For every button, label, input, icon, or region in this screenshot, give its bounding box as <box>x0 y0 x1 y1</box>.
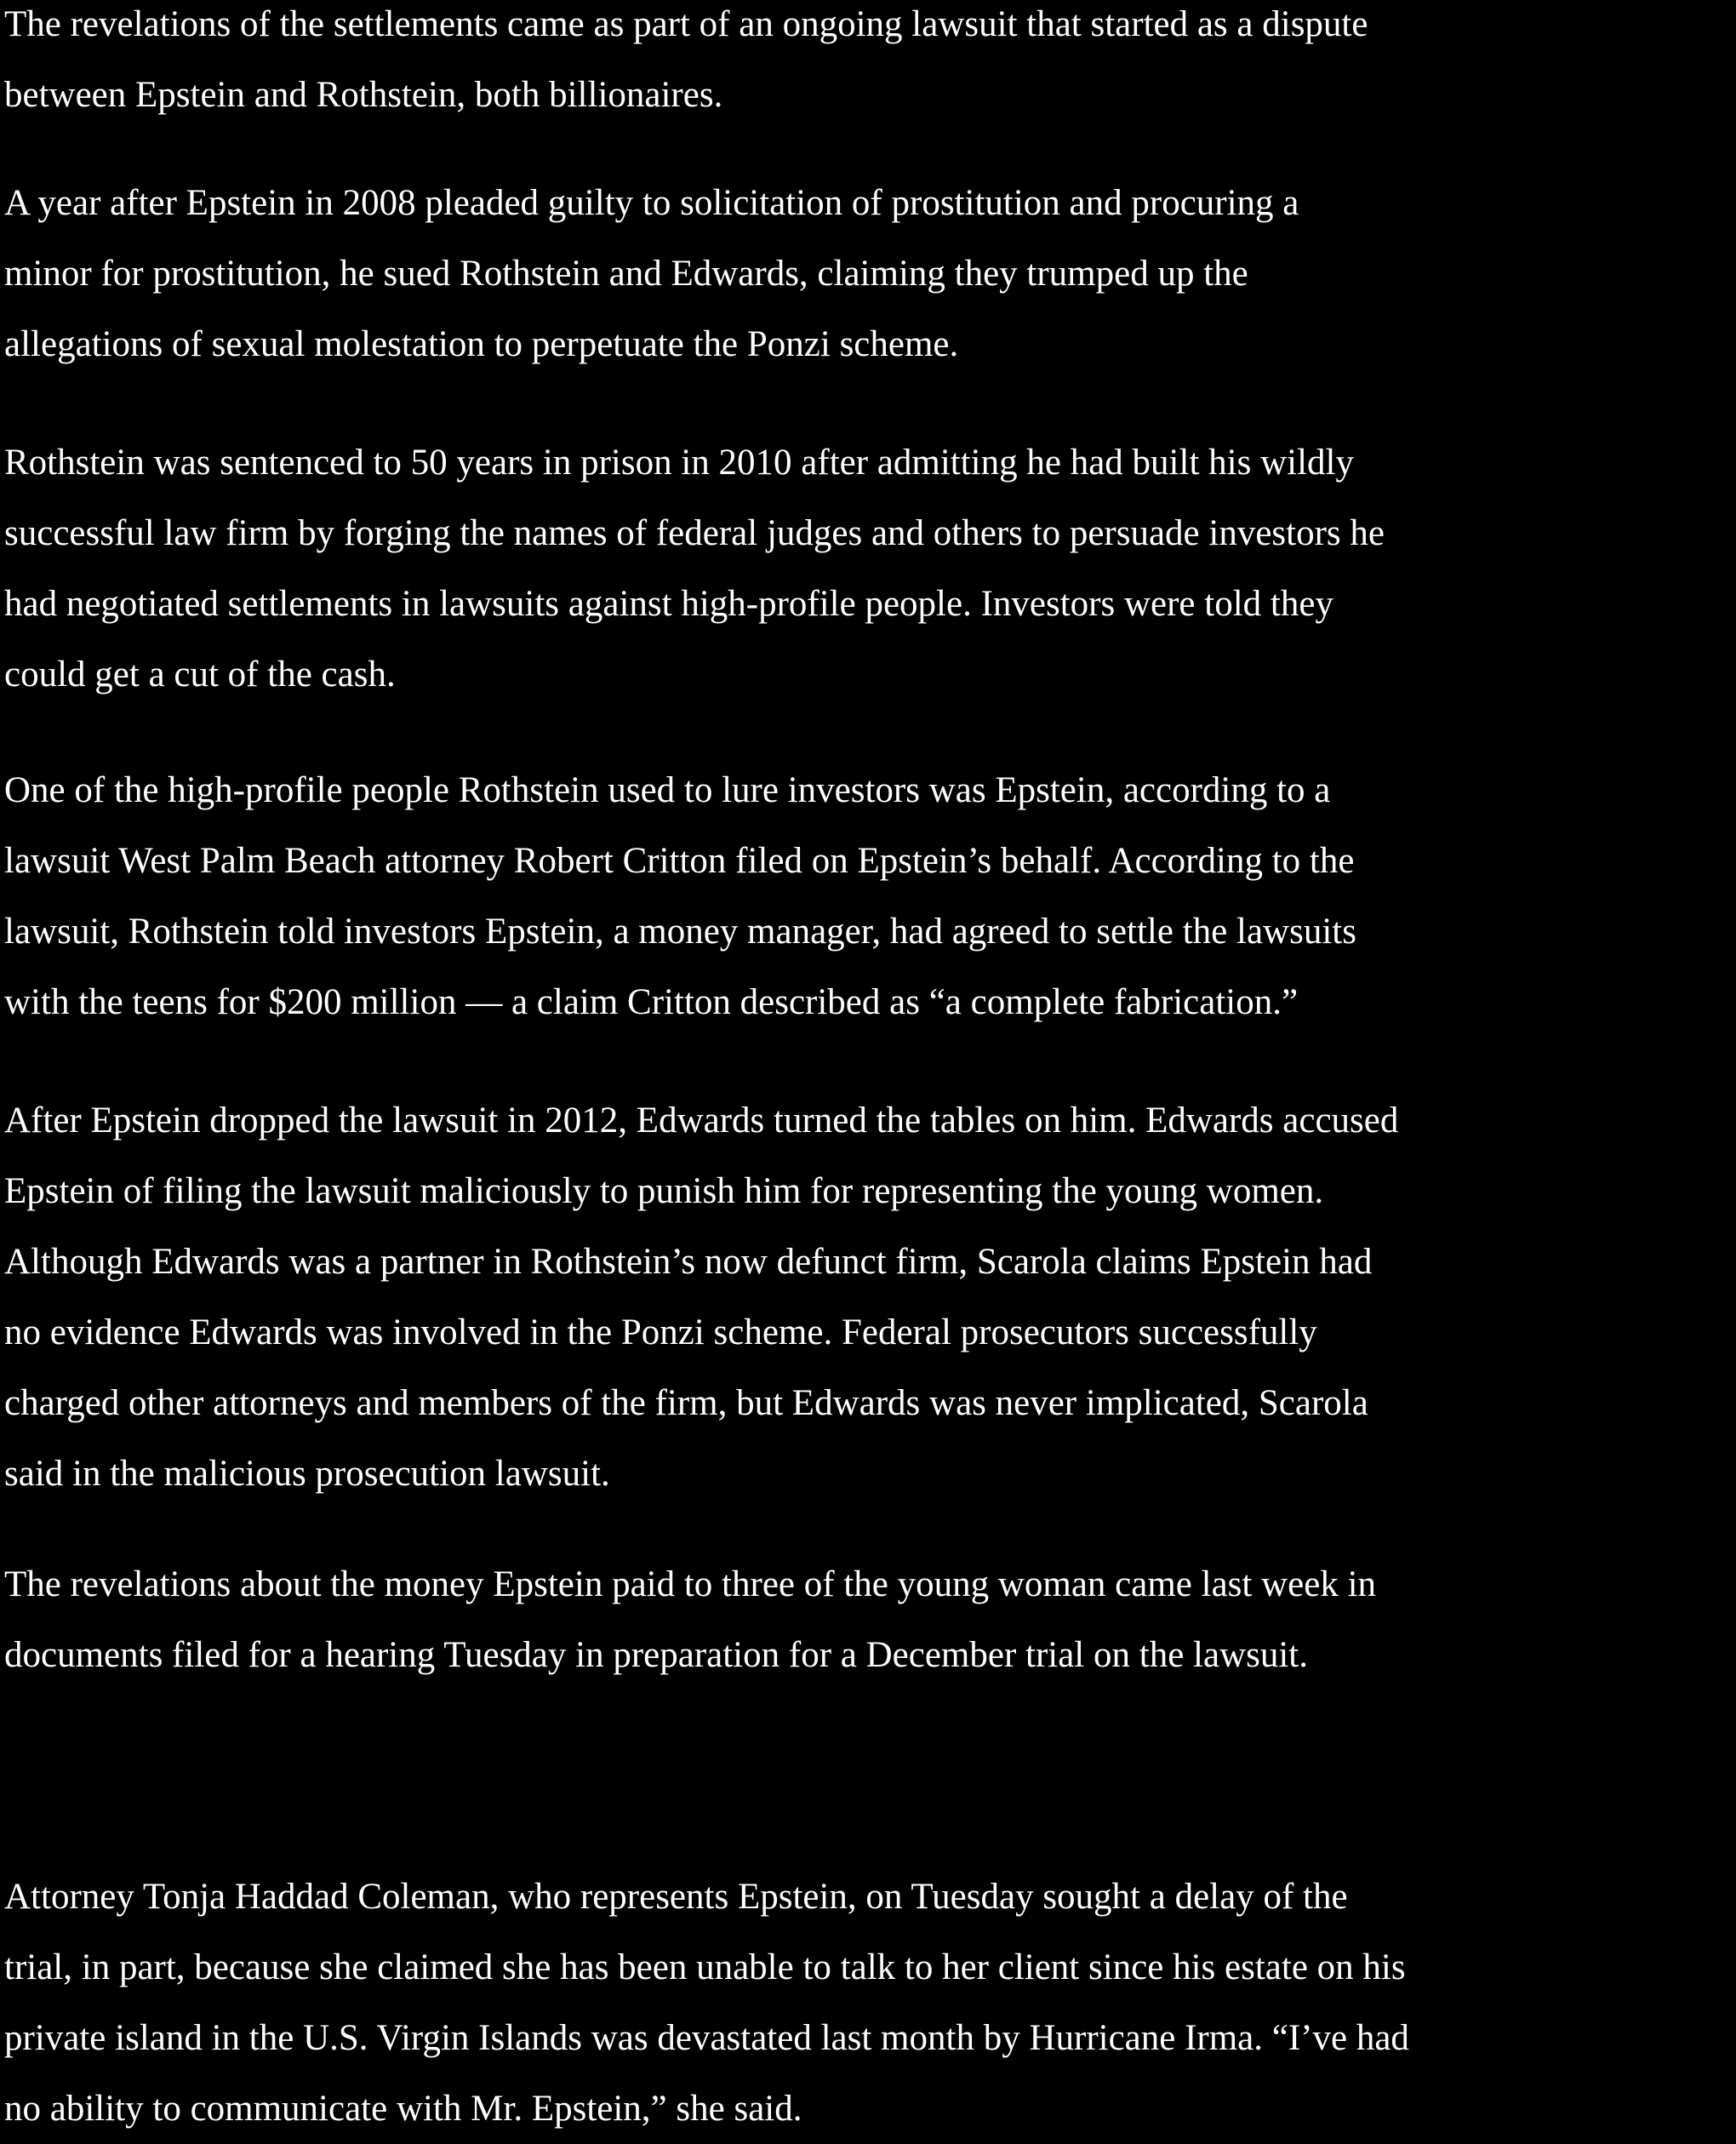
article-line: said in the malicious prosecution lawsuit. <box>4 1454 610 1494</box>
article-paragraph <box>4 1085 1398 1509</box>
article-paragraph <box>4 1861 1409 2144</box>
paragraph-gap <box>0 1690 1736 1861</box>
article-line: between Epstein and Rothstein, both billionaires. <box>4 75 723 115</box>
article-line: allegations of sexual molestation to perpetuate the Ponzi scheme. <box>4 324 959 364</box>
article-line: private island in the U.S. Virgin Islands was devastated last month by Hurricane Irma. “I’ve had <box>4 2018 1409 2058</box>
article-line: Epstein of filing the lawsuit maliciously to punish him for representing the young women. <box>4 1171 1324 1211</box>
article-paragraph <box>4 755 1356 1038</box>
article-line: The revelations about the money Epstein paid to three of the young woman came last week in <box>4 1564 1377 1604</box>
article-line: could get a cut of the cash. <box>4 655 396 695</box>
article-paragraph <box>4 0 1368 130</box>
article-paragraph <box>4 168 1299 380</box>
article-line: had negotiated settlements in lawsuits against high-profile people. Investors were told they <box>4 584 1333 624</box>
article-line: documents filed for a hearing Tuesday in preparation for a December trial on the lawsuit. <box>4 1635 1309 1675</box>
article-line: After Epstein dropped the lawsuit in 2012, Edwards turned the tables on him. Edwards accused <box>4 1101 1399 1141</box>
article-line: lawsuit West Palm Beach attorney Robert Critton filed on Epstein’s behalf. According to the <box>4 841 1355 881</box>
article-line: lawsuit, Rothstein told investors Epstein, a money manager, had agreed to settle the lawsuits <box>4 912 1356 952</box>
article-line: A year after Epstein in 2008 pleaded guilty to solicitation of prostitution and procuring a <box>4 183 1299 223</box>
article-line: minor for prostitution, he sued Rothstein and Edwards, claiming they trumped up the <box>4 254 1248 294</box>
article-line: The revelations of the settlements came as part of an ongoing lawsuit that started as a dispute <box>4 4 1368 44</box>
article-line: successful law firm by forging the names of federal judges and others to persuade investors he <box>4 513 1385 553</box>
article-line: Attorney Tonja Haddad Coleman, who represents Epstein, on Tuesday sought a delay of the <box>4 1877 1348 1917</box>
article-line: no ability to communicate with Mr. Epstein,” she said. <box>4 2089 802 2129</box>
article-line: One of the high-profile people Rothstein used to lure investors was Epstein, according to a <box>4 770 1331 810</box>
article-paragraph <box>4 1549 1376 1690</box>
article-line: charged other attorneys and members of the firm, but Edwards was never implicated, Scarola <box>4 1383 1368 1423</box>
article-paragraph <box>4 427 1385 710</box>
article-line: with the teens for $200 million — a claim Critton described as “a complete fabrication.” <box>4 982 1299 1022</box>
article-line: no evidence Edwards was involved in the Ponzi scheme. Federal prosecutors successfully <box>4 1312 1317 1352</box>
article-line: Rothstein was sentenced to 50 years in prison in 2010 after admitting he had built his wildly <box>4 443 1354 483</box>
article-line: Although Edwards was a partner in Rothstein’s now defunct firm, Scarola claims Epstein had <box>4 1242 1373 1282</box>
article-line: trial, in part, because she claimed she has been unable to talk to her client since his estate on his <box>4 1947 1406 1987</box>
